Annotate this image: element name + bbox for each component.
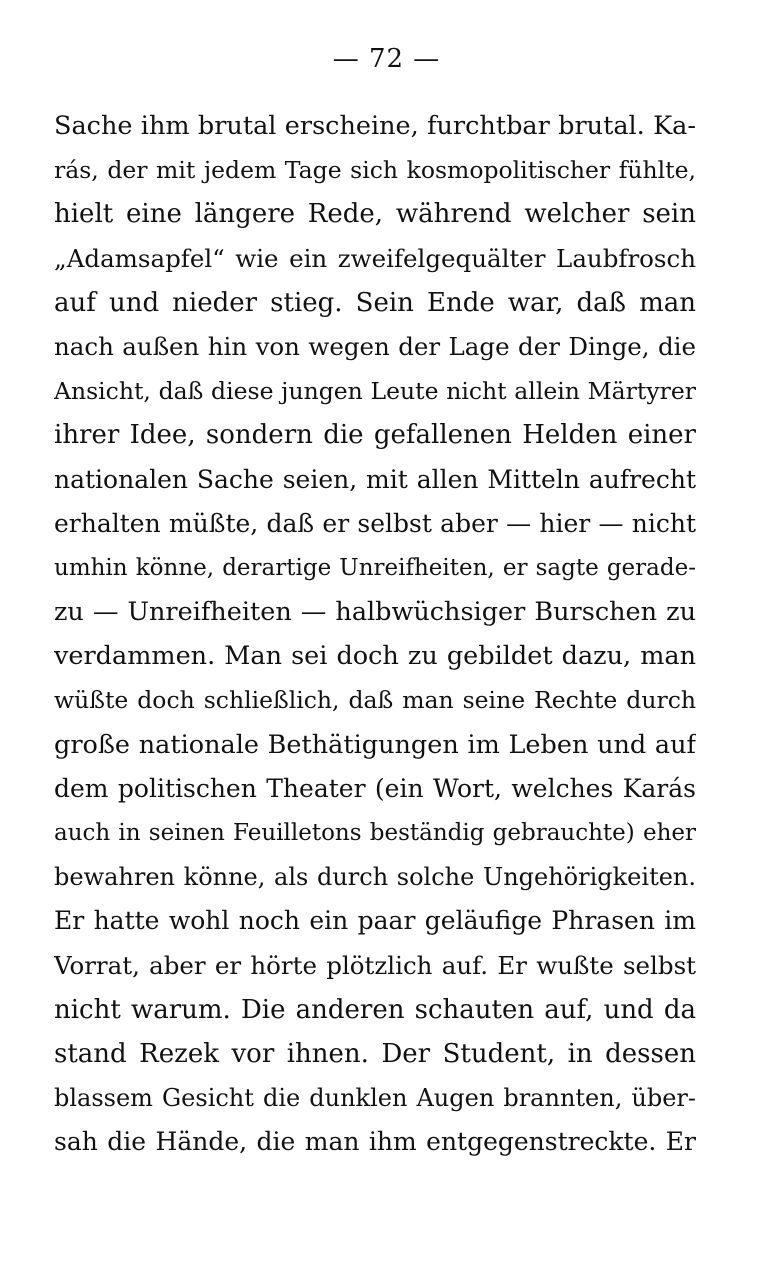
text-line-24: sah die Hände, die man ihm entgegenstreckte. Er [54,1127,696,1157]
text-line-1: Sache ihm brutal erscheine, furchtbar brutal. Ka- [54,111,696,141]
text-line-7: Ansicht, daß diese jungen Leute nicht allein Märtyrer [54,377,696,406]
text-line-14: wüßte doch schließlich, daß man seine Rechte durch [54,686,696,715]
text-line-22: stand Rezek vor ihnen. Der Student, in dessen [54,1038,696,1069]
text-line-12: zu — Unreifheiten — halbwüchsiger Burschen zu [54,597,696,628]
text-line-8: ihrer Idee, sondern die gefallenen Helden einer [54,420,696,451]
text-line-6: nach außen hin von wegen der Lage der Dinge, die [54,331,696,361]
text-line-20: Vorrat, aber er hörte plötzlich auf. Er wußte selbst [54,950,696,980]
body-text [54,104,696,1165]
text-line-19: Er hatte wohl noch ein paar geläufige Phrasen im [54,906,696,936]
text-line-3: hielt eine längere Rede, während welcher sein [54,199,696,230]
text-line-18: bewahren könne, als durch solche Ungehörigkeiten. [54,863,696,892]
text-line-13: verdammen. Man sei doch zu gebildet dazu, man [54,641,696,672]
text-line-21: nicht warum. Die anderen schauten auf, und da [54,994,696,1025]
text-line-17: auch in seinen Feuilletons beständig gebrauchte) eher [54,820,696,846]
text-line-9: nationalen Sache seien, mit allen Mitteln aufrecht [54,464,696,494]
text-line-23: blassem Gesicht die dunklen Augen brannten, über- [54,1084,696,1113]
text-line-4: „Adamsapfel“ wie ein zweifelgequälter Laubfrosch [54,243,696,273]
text-line-16: dem politischen Theater (ein Wort, welches Karás [54,773,696,803]
text-line-5: auf und nieder stieg. Sein Ende war, daß man [54,287,696,318]
text-line-2: rás, der mit jedem Tage sich kosmopolitischer fühlte, [54,156,696,185]
page-number: — 72 — [332,44,441,74]
text-line-10: erhalten müßte, daß er selbst aber — hier — nicht [54,508,696,538]
text-line-15: große nationale Bethätigungen im Leben und auf [54,729,696,760]
text-line-11: umhin könne, derartige Unreifheiten, er sagte gerade- [54,554,696,581]
